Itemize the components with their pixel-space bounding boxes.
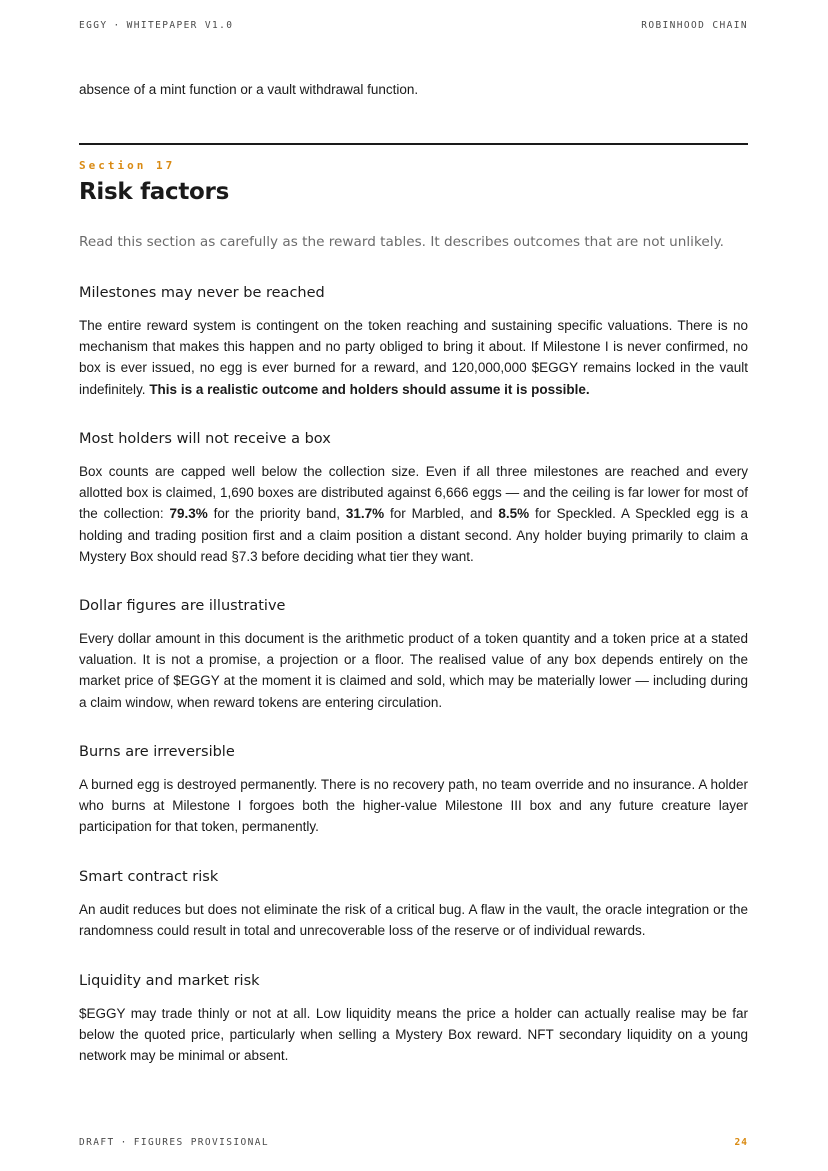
risk-heading: Burns are irreversible xyxy=(79,744,235,760)
risk-body: Box counts are capped well below the collection size. Even if all three milestones are reached and every allotted box is claimed, 1,690 boxes are distributed against 6,666 eggs — and the ceiling is far lower for most of the collection: 79.3% for the priority band, 31.7% for Marbled, and 8.5% for Speckled. A Speckled egg is a holding and trading position first and a claim position a distant second. Any holder buying primarily to claim a Mystery Box should read §7.3 before deciding what tier they want. xyxy=(79,464,748,564)
risk-heading: Liquidity and market risk xyxy=(79,973,260,989)
speckled-percent: 8.5% xyxy=(498,506,530,522)
section-title: Risk factors xyxy=(79,179,229,205)
risk-liquidity xyxy=(79,971,748,1067)
header-brand: EGGY xyxy=(79,20,108,31)
marbled-percent: 31.7% xyxy=(345,506,385,522)
footer-status xyxy=(79,1137,269,1148)
header-chain-name: ROBINHOOD CHAIN xyxy=(641,20,748,31)
header-doc-version: WHITEPAPER V1.0 xyxy=(126,20,234,31)
header-document-title xyxy=(79,20,233,31)
footer-separator: · xyxy=(120,1137,128,1148)
section-label: Section 17 xyxy=(79,159,176,172)
section-divider xyxy=(79,143,748,145)
risk-body: $EGGY may trade thinly or not at all. Low liquidity means the price a holder can actually realise may be far below the quoted price, particularly when selling a Mystery Box reward. NFT secondary liquidity on a young network may be minimal or absent. xyxy=(79,1006,748,1064)
risk-body: An audit reduces but does not eliminate the risk of a critical bug. A flaw in the vault, the oracle integration or the randomness could result in total and unrecoverable loss of the reserve or of individual rewards. xyxy=(79,902,748,939)
risk-warning: This is a realistic outcome and holders should assume it is possible. xyxy=(149,381,590,397)
footer-provisional-label: FIGURES PROVISIONAL xyxy=(133,1137,270,1148)
continued-paragraph: absence of a mint function or a vault withdrawal function. xyxy=(79,82,419,97)
risk-milestones xyxy=(79,283,748,400)
section-intro: Read this section as carefully as the reward tables. It describes outcomes that are not unlikely. xyxy=(79,234,724,250)
risk-smart-contract xyxy=(79,867,748,941)
page-number: 24 xyxy=(734,1137,748,1148)
risk-body: Every dollar amount in this document is the arithmetic product of a token quantity and a token price at a stated valuation. It is not a promise, a projection or a floor. The realised value of any box depends entirely on the market price of $EGGY at the moment it is claimed and sold, which may be materially lower — including during a claim window, when reward tokens are entering circulation. xyxy=(79,631,748,710)
risk-heading: Dollar figures are illustrative xyxy=(79,598,286,614)
page-footer xyxy=(79,1137,748,1148)
priority-band-percent: 79.3% xyxy=(169,506,208,522)
risk-body: A burned egg is destroyed permanently. There is no recovery path, no team override and no insurance. A holder who burns at Milestone I forgoes both the higher-value Milestone III box and any future creature layer participation for that token, permanently. xyxy=(79,777,748,835)
risk-body: The entire reward system is contingent on the token reaching and sustaining specific valuations. There is no mechanism that makes this happen and no party obliged to bring it about. If Milestone I is never confirmed, no box is ever issued, no egg is ever burned for a reward, and 120,000,000 $EGGY remains locked in the vault indefinitely. This is a realistic outcome and holders should assume it is possible. xyxy=(79,318,748,397)
risk-dollar-figures xyxy=(79,596,748,713)
risk-heading: Milestones may never be reached xyxy=(79,285,325,301)
footer-draft-label: DRAFT xyxy=(79,1137,115,1148)
risk-most-holders xyxy=(79,429,748,567)
risk-heading: Smart contract risk xyxy=(79,869,219,885)
running-header xyxy=(79,20,748,31)
risk-heading: Most holders will not receive a box xyxy=(79,431,331,447)
risk-burns xyxy=(79,742,748,838)
header-separator: · xyxy=(113,20,121,31)
